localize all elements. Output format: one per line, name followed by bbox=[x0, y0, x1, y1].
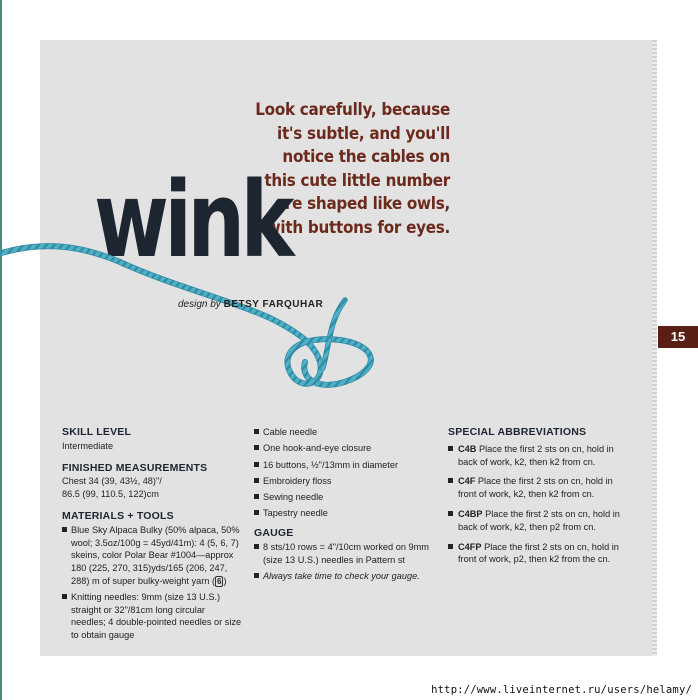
yarn-description: Blue Sky Alpaca Bulky (50% alpaca, 50% wool; 3.5oz/100g = 45yd/41m): 4 (5, 6, 7) skeins, color Polar Bear #1004—approx 180 (225, 270, 315)yds/165 (206, 247, 288) m of super bulky-weight yarn ( bbox=[71, 524, 240, 586]
finished-measurements-heading: FINISHED MEASUREMENTS bbox=[62, 461, 208, 474]
tagline-line: with buttons for eyes. bbox=[266, 217, 450, 237]
measurement-line: 86.5 (99, 110.5, 122)cm bbox=[62, 489, 159, 500]
page-edge bbox=[0, 0, 2, 700]
tool-item: 16 buttons, ½"/13mm in diameter bbox=[254, 459, 434, 472]
measurement-line: Chest 34 (39, 43½, 48)"/ bbox=[62, 476, 162, 487]
skill-level-heading: SKILL LEVEL bbox=[62, 426, 132, 438]
materials-heading: MATERIALS + TOOLS bbox=[62, 509, 174, 522]
tools-continued bbox=[254, 426, 434, 520]
tagline-line: Look carefully, because bbox=[255, 100, 450, 119]
abbreviation-item bbox=[448, 541, 628, 567]
gauge-section bbox=[254, 527, 434, 583]
abbreviation-code: C4BP bbox=[458, 508, 483, 519]
finished-measurements-section bbox=[62, 462, 242, 501]
credit-prefix: design by bbox=[178, 299, 221, 310]
source-watermark: http://www.liveinternet.ru/users/helamy/ bbox=[431, 684, 692, 696]
tagline-line: this cute little number bbox=[264, 170, 450, 190]
tagline-line: are shaped like owls, bbox=[274, 194, 450, 213]
design-credit bbox=[178, 299, 323, 310]
tool-item: Cable needle bbox=[254, 426, 434, 439]
tool-item: One hook-and-eye closure bbox=[254, 442, 434, 455]
special-abbreviations-heading: SPECIAL ABBREVIATIONS bbox=[448, 426, 587, 438]
tool-item: Sewing needle bbox=[254, 491, 434, 504]
tagline-line: notice the cables on bbox=[282, 147, 450, 166]
tool-item: Embroidery floss bbox=[254, 475, 434, 488]
material-item-yarn bbox=[62, 524, 242, 588]
column-right bbox=[448, 426, 628, 573]
gauge-heading: GAUGE bbox=[254, 527, 294, 540]
tool-item: Tapestry needle bbox=[254, 507, 434, 520]
abbreviation-code: C4FP bbox=[458, 541, 482, 552]
column-middle bbox=[254, 426, 434, 592]
abbreviation-item bbox=[448, 443, 628, 469]
abbreviation-text: Place the first 2 sts on cn, hold in front of work, k2, then k2 from cn. bbox=[458, 476, 613, 500]
materials-section bbox=[62, 510, 242, 642]
panel-edge-stripe bbox=[652, 40, 657, 656]
designer-name: BETSY FARQUHAR bbox=[223, 299, 324, 310]
gauge-note: Always take time to check your gauge. bbox=[254, 570, 434, 583]
page-number: 15 bbox=[658, 326, 698, 348]
yarn-close-paren: ) bbox=[223, 575, 227, 586]
abbreviation-item bbox=[448, 475, 628, 501]
skill-level-section bbox=[62, 426, 242, 453]
abbreviation-text: Place the first 2 sts on cn, hold in back of work, k2, then k2 from cn. bbox=[458, 443, 614, 467]
yarn-weight-icon: 6 bbox=[217, 576, 222, 586]
abbreviation-text: Place the first 2 sts on cn, hold in front of work, p2, then k2 from the cn. bbox=[458, 541, 619, 565]
material-item-needles: Knitting needles: 9mm (size 13 U.S.) straight or 32"/81cm long circular needles; 4 double-pointed needles or size to obtain gauge bbox=[62, 591, 242, 642]
pattern-title: wink bbox=[94, 159, 290, 281]
column-left bbox=[62, 426, 242, 651]
gauge-item: 8 sts/10 rows = 4"/10cm worked on 9mm (size 13 U.S.) needles in Pattern st bbox=[254, 541, 434, 567]
tagline-line: it's subtle, and you'll bbox=[277, 123, 450, 143]
abbreviation-code: C4F bbox=[458, 476, 476, 487]
abbreviation-text: Place the first 2 sts on cn, hold in back of work, k2, then p2 from cn. bbox=[458, 508, 620, 532]
abbreviation-code: C4B bbox=[458, 443, 477, 454]
skill-level-value: Intermediate bbox=[62, 440, 114, 451]
abbreviation-item bbox=[448, 508, 628, 534]
